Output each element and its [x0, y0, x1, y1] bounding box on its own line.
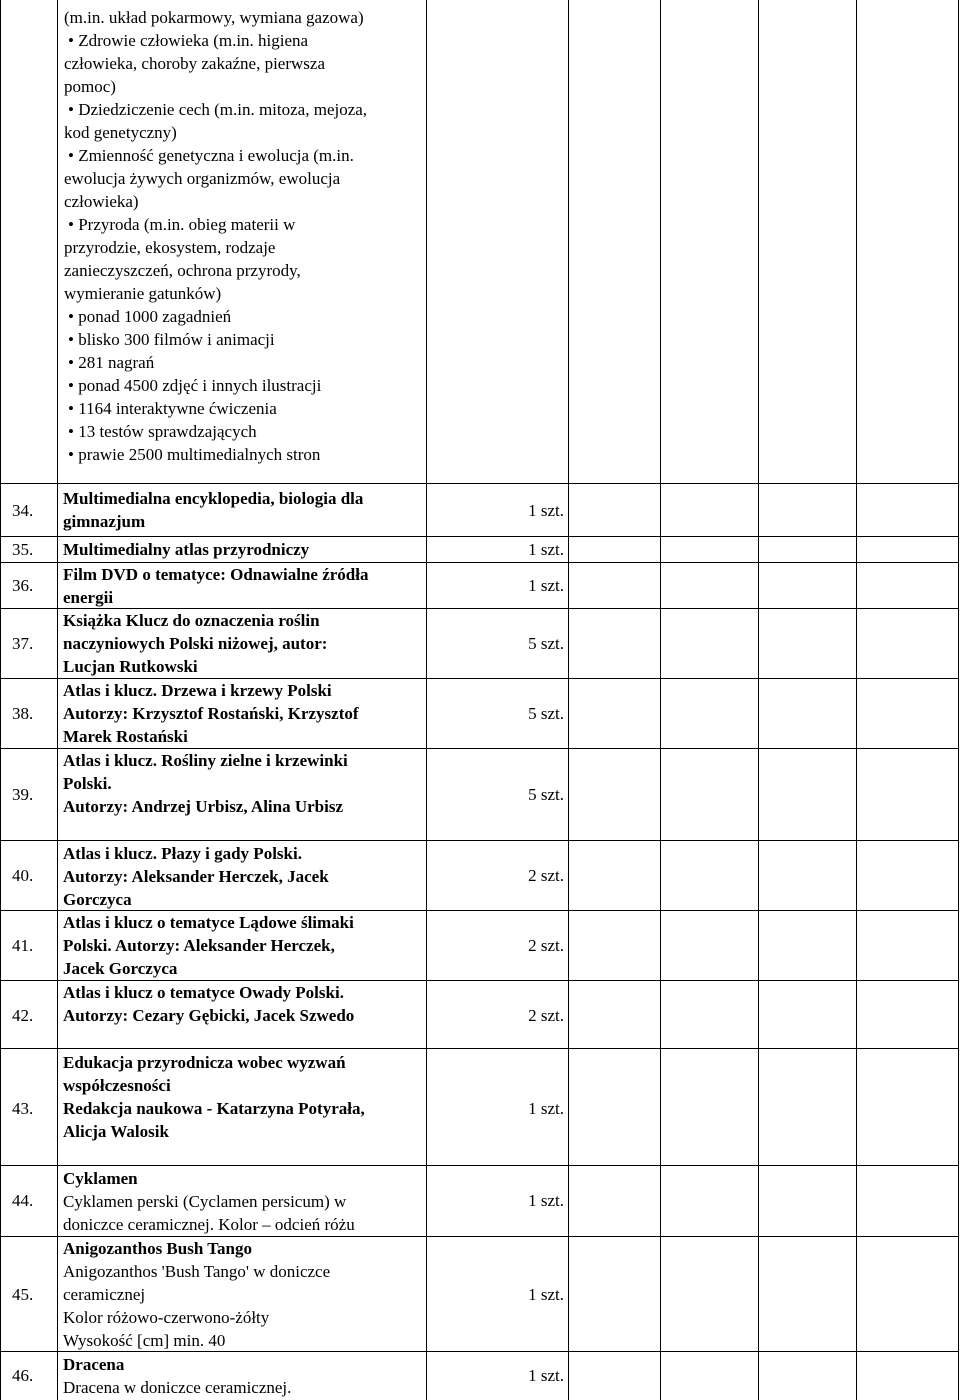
- description-line: Autorzy: Andrzej Urbisz, Alina Urbisz: [63, 797, 344, 816]
- item-quantity: 1 szt.: [528, 1099, 564, 1118]
- row-number: 40.: [12, 866, 34, 885]
- table-border-right: [958, 0, 959, 1400]
- description-line: (m.in. układ pokarmowy, wymiana gazowa): [64, 8, 364, 27]
- bullet-line: • Zmienność genetyczna i ewolucja (m.in.: [64, 144, 367, 167]
- description-line: zanieczyszczeń, ochrona przyrody,: [64, 261, 301, 280]
- row-number: 45.: [12, 1285, 34, 1304]
- row-divider: [0, 483, 959, 484]
- item-quantity: 5 szt.: [528, 785, 564, 804]
- item-quantity: 1 szt.: [528, 1285, 564, 1304]
- bullet-line: • ponad 4500 zdjęć i innych ilustracji: [64, 374, 367, 397]
- row-divider: [0, 536, 959, 537]
- description-line: Jacek Gorczyca: [63, 959, 178, 978]
- bullet-line: • ponad 1000 zagadnień: [64, 305, 367, 328]
- item-quantity: 5 szt.: [528, 704, 564, 723]
- item-quantity: 1 szt.: [528, 1366, 564, 1385]
- description-line: Dracena: [63, 1355, 125, 1374]
- description-line: Edukacja przyrodnicza wobec wyzwań: [63, 1053, 346, 1072]
- description-line: kod genetyczny): [64, 123, 177, 142]
- description-line: Książka Klucz do oznaczenia roślin: [63, 611, 320, 630]
- row-number: 37.: [12, 634, 34, 653]
- description-line: Lucjan Rutkowski: [63, 657, 198, 676]
- row-divider: [0, 840, 959, 841]
- item-quantity: 1 szt.: [528, 540, 564, 559]
- description-line: Cyklamen perski (Cyclamen persicum) w: [63, 1192, 347, 1211]
- bullet-line: • Zdrowie człowieka (m.in. higiena: [64, 29, 367, 52]
- item-quantity: 1 szt.: [528, 576, 564, 595]
- item-quantity: 5 szt.: [528, 634, 564, 653]
- column-divider-6: [758, 0, 759, 1400]
- table-border-left: [0, 0, 1, 1400]
- row-number: 46.: [12, 1366, 34, 1385]
- item-description: [63, 609, 327, 678]
- description-line: Cyklamen: [63, 1169, 138, 1188]
- description-line: naczyniowych Polski niżowej, autor:: [63, 634, 328, 653]
- bullet-line: • Przyroda (m.in. obieg materii w: [64, 213, 367, 236]
- description-line: ewolucja żywych organizmów, ewolucja: [64, 169, 341, 188]
- description-line: Gorczyca: [63, 890, 132, 909]
- description-line: Atlas i klucz. Drzewa i krzewy Polski: [63, 681, 332, 700]
- item-description: [63, 981, 354, 1027]
- item-description: [63, 563, 368, 609]
- item-description: [63, 1167, 355, 1236]
- description-line: Polski.: [63, 774, 112, 793]
- item-description: [63, 749, 348, 818]
- bullet-line: • 1164 interaktywne ćwiczenia: [64, 397, 367, 420]
- item-description: [63, 1237, 330, 1352]
- item-description: [63, 1353, 291, 1399]
- description-line: pomoc): [64, 77, 116, 96]
- description-line: człowieka): [64, 192, 139, 211]
- bullet-line: • blisko 300 filmów i animacji: [64, 328, 367, 351]
- item-description: [63, 538, 309, 561]
- bullet-line: • Dziedziczenie cech (m.in. mitoza, mejoza,: [64, 98, 367, 121]
- row-number: 41.: [12, 936, 34, 955]
- description-line: Redakcja naukowa - Katarzyna Potyrała,: [63, 1099, 365, 1118]
- column-divider-quantity: [568, 0, 569, 1400]
- bullet-line: • 281 nagrań: [64, 351, 367, 374]
- description-line: Autorzy: Krzysztof Rostański, Krzysztof: [63, 704, 359, 723]
- description-line: ceramicznej: [63, 1285, 146, 1304]
- description-line: Polski. Autorzy: Aleksander Herczek,: [63, 936, 335, 955]
- description-line: Multimedialny atlas przyrodniczy: [63, 540, 310, 559]
- column-divider-7: [856, 0, 857, 1400]
- item-quantity: 2 szt.: [528, 866, 564, 885]
- description-line: człowieka, choroby zakaźne, pierwsza: [64, 54, 326, 73]
- description-line: Autorzy: Aleksander Herczek, Jacek: [63, 867, 329, 886]
- row-number: 43.: [12, 1099, 34, 1118]
- description-line: Anigozanthos 'Bush Tango' w doniczce: [63, 1262, 331, 1281]
- description-line: współczesności: [63, 1076, 171, 1095]
- description-line: gimnazjum: [63, 512, 146, 531]
- description-line: energii: [63, 588, 114, 607]
- row-divider: [0, 1048, 959, 1049]
- description-line: Dracena w doniczce ceramicznej.: [63, 1378, 292, 1397]
- column-divider-description: [426, 0, 427, 1400]
- item-description: [63, 911, 354, 980]
- row-number: 39.: [12, 785, 34, 804]
- bullet-line: • 13 testów sprawdzających: [64, 420, 367, 443]
- description-line: Atlas i klucz. Rośliny zielne i krzewinki: [63, 751, 348, 770]
- item-quantity: 1 szt.: [528, 1191, 564, 1210]
- description-line: Film DVD o tematyce: Odnawialne źródła: [63, 565, 369, 584]
- row-number: 38.: [12, 704, 34, 723]
- description-line: Autorzy: Cezary Gębicki, Jacek Szwedo: [63, 1006, 355, 1025]
- description-line: Wysokość [cm] min. 40: [63, 1331, 226, 1350]
- item-description: [63, 842, 329, 911]
- description-line: Atlas i klucz o tematyce Lądowe ślimaki: [63, 913, 354, 932]
- description-line: Kolor różowo-czerwono-żółty: [63, 1308, 270, 1327]
- bullet-line: • prawie 2500 multimedialnych stron: [64, 443, 367, 466]
- description-line: przyrodzie, ekosystem, rodzaje: [64, 238, 276, 257]
- row-number: 42.: [12, 1006, 34, 1025]
- row-divider: [0, 1165, 959, 1166]
- item-quantity: 1 szt.: [528, 501, 564, 520]
- item-description: [63, 1051, 365, 1143]
- item-quantity: 2 szt.: [528, 936, 564, 955]
- description-line: Atlas i klucz. Płazy i gady Polski.: [63, 844, 302, 863]
- item-description: [63, 679, 359, 748]
- description-line: Marek Rostański: [63, 727, 188, 746]
- item-description: [63, 487, 363, 533]
- row-number: 36.: [12, 576, 34, 595]
- description-line: wymieranie gatunków): [64, 284, 222, 303]
- description-line: Multimedialna encyklopedia, biologia dla: [63, 489, 364, 508]
- column-divider-5: [660, 0, 661, 1400]
- row-number: 44.: [12, 1191, 34, 1210]
- item-quantity: 2 szt.: [528, 1006, 564, 1025]
- description-line: Atlas i klucz o tematyce Owady Polski.: [63, 983, 344, 1002]
- row-number: 35.: [12, 540, 34, 559]
- description-line: Anigozanthos Bush Tango: [63, 1239, 252, 1258]
- column-divider-number: [57, 0, 58, 1400]
- top-description-cell: [64, 6, 367, 466]
- description-line: doniczce ceramicznej. Kolor – odcień różu: [63, 1215, 355, 1234]
- description-line: Alicja Walosik: [63, 1122, 169, 1141]
- row-number: 34.: [12, 501, 34, 520]
